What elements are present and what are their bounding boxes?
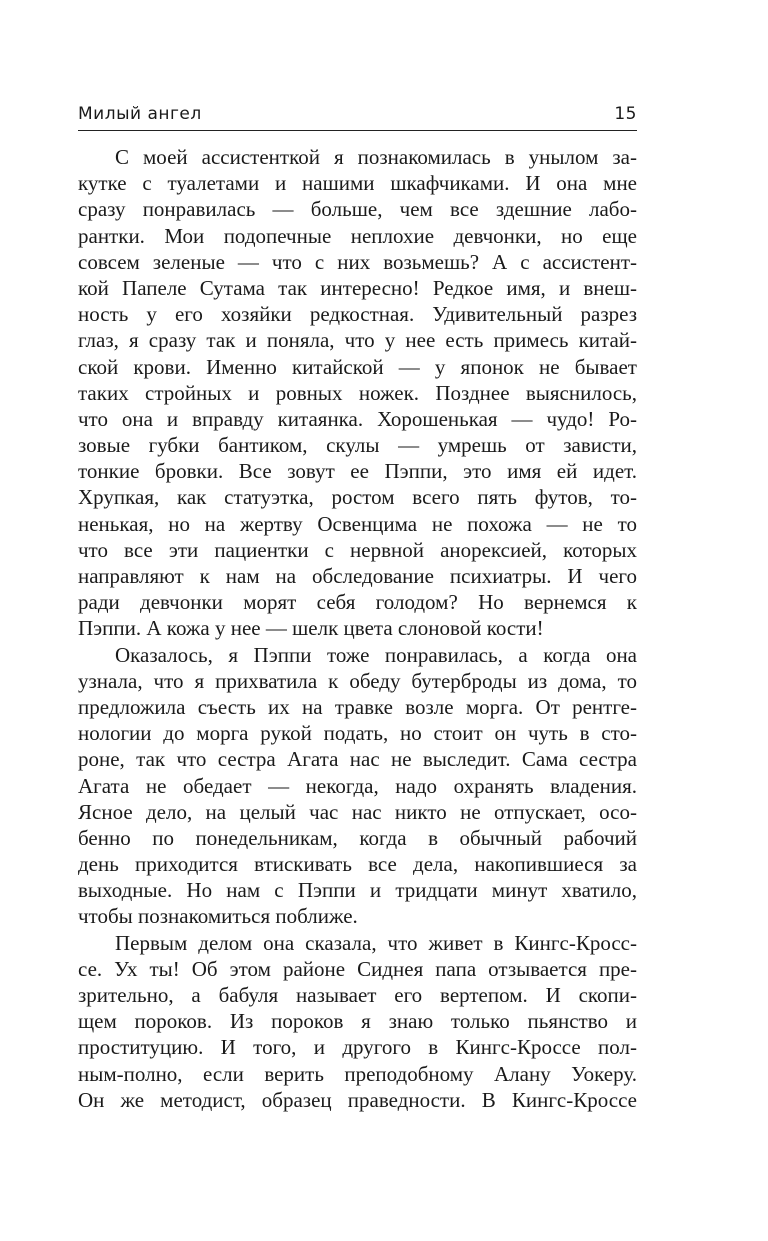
text-line: направляют к нам на обследование психиатры. И чего (78, 564, 637, 588)
text-line: проституцию. И того, и другого в Кингс-Кроссе пол- (78, 1035, 637, 1060)
text-line: сразу понравилась — больше, чем все здешние лабо- (78, 197, 637, 222)
text-line: зовые губки бантиком, скулы — умрешь от зависти, (78, 433, 637, 458)
text-line: таких стройных и ровных ножек. Позднее выяснилось, (78, 380, 637, 405)
text-line: зрительно, а бабуля называет его вертепом. И скопи- (78, 983, 637, 1007)
text-line: ненькая, но на жертву Освенцима не похожа — не то (78, 511, 637, 536)
text-line: чтобы познакомиться поближе. (78, 904, 358, 929)
text-line: Первым делом она сказала, что живет в Кингс-Кросс- (115, 930, 637, 955)
text-line: что она и вправду китаянка. Хорошенькая — чудо! Ро- (78, 406, 637, 431)
text-line: Он же методист, образец праведности. В Кингс-Кроссе (78, 1087, 637, 1112)
body-text (78, 144, 637, 1113)
paragraph (78, 144, 637, 642)
text-line: Хрупкая, как статуэтка, ростом всего пять футов, то- (78, 485, 637, 510)
text-line: щем пороков. Из пороков я знаю только пьянство и (78, 1009, 637, 1034)
text-line: Агата не обедает — некогда, надо охранять владения. (78, 773, 637, 798)
text-line: кой Папеле Сутама так интересно! Редкое имя, и внеш- (78, 275, 637, 300)
text-line: Пэппи. А кожа у нее — шелк цвета слоновой кости! (78, 616, 544, 641)
text-line: глаз, я сразу так и поняла, что у нее есть примесь китай- (78, 328, 637, 353)
text-line: се. Ух ты! Об этом районе Сиднея папа отзывается пре- (78, 956, 637, 981)
text-line: рантки. Мои подопечные неплохие девчонки, но еще (78, 223, 637, 248)
text-line: Ясное дело, на целый час нас никто не отпускает, осо- (78, 799, 637, 824)
paragraph (78, 642, 637, 930)
text-line: Оказалось, я Пэппи тоже понравилась, а когда она (115, 642, 637, 667)
running-header (78, 104, 637, 131)
text-line: предложила съесть их на травке возле морга. От рентге- (78, 694, 637, 719)
text-line: роне, так что сестра Агата нас не выследит. Сама сестра (78, 747, 637, 772)
text-line: выходные. Но нам с Пэппи и тридцати минут хватило, (78, 878, 637, 903)
text-line: ской крови. Именно китайской — у японок не бывает (78, 354, 637, 379)
text-line: ради девчонки морят себя голодом? Но вернемся к (78, 590, 637, 615)
text-line: бенно по понедельникам, когда в обычный рабочий (78, 825, 637, 850)
page-number: 15 (614, 104, 637, 124)
text-line: что все эти пациентки с нервной анорексией, которых (78, 537, 637, 562)
text-line: тонкие бровки. Все зовут ее Пэппи, это имя ей идет. (78, 459, 637, 484)
text-line: С моей ассистенткой я познакомилась в унылом за- (115, 145, 637, 169)
text-line: нологии до морга рукой подать, но стоит он чуть в сто- (78, 721, 637, 746)
text-line: день приходится втискивать все дела, накопившиеся за (78, 852, 637, 877)
text-line: кутке с туалетами и нашими шкафчиками. И она мне (78, 171, 637, 196)
text-line: узнала, что я прихватила к обеду бутерброды из дома, то (78, 668, 637, 693)
text-line: ным-полно, если верить преподобному Алану Уокеру. (78, 1061, 637, 1086)
text-line: ность у его хозяйки редкостная. Удивительный разрез (78, 302, 637, 327)
paragraph (78, 930, 637, 1113)
text-line: совсем зеленые — что с них возьмешь? А с ассистент- (78, 249, 637, 274)
book-title: Милый ангел (78, 104, 202, 124)
